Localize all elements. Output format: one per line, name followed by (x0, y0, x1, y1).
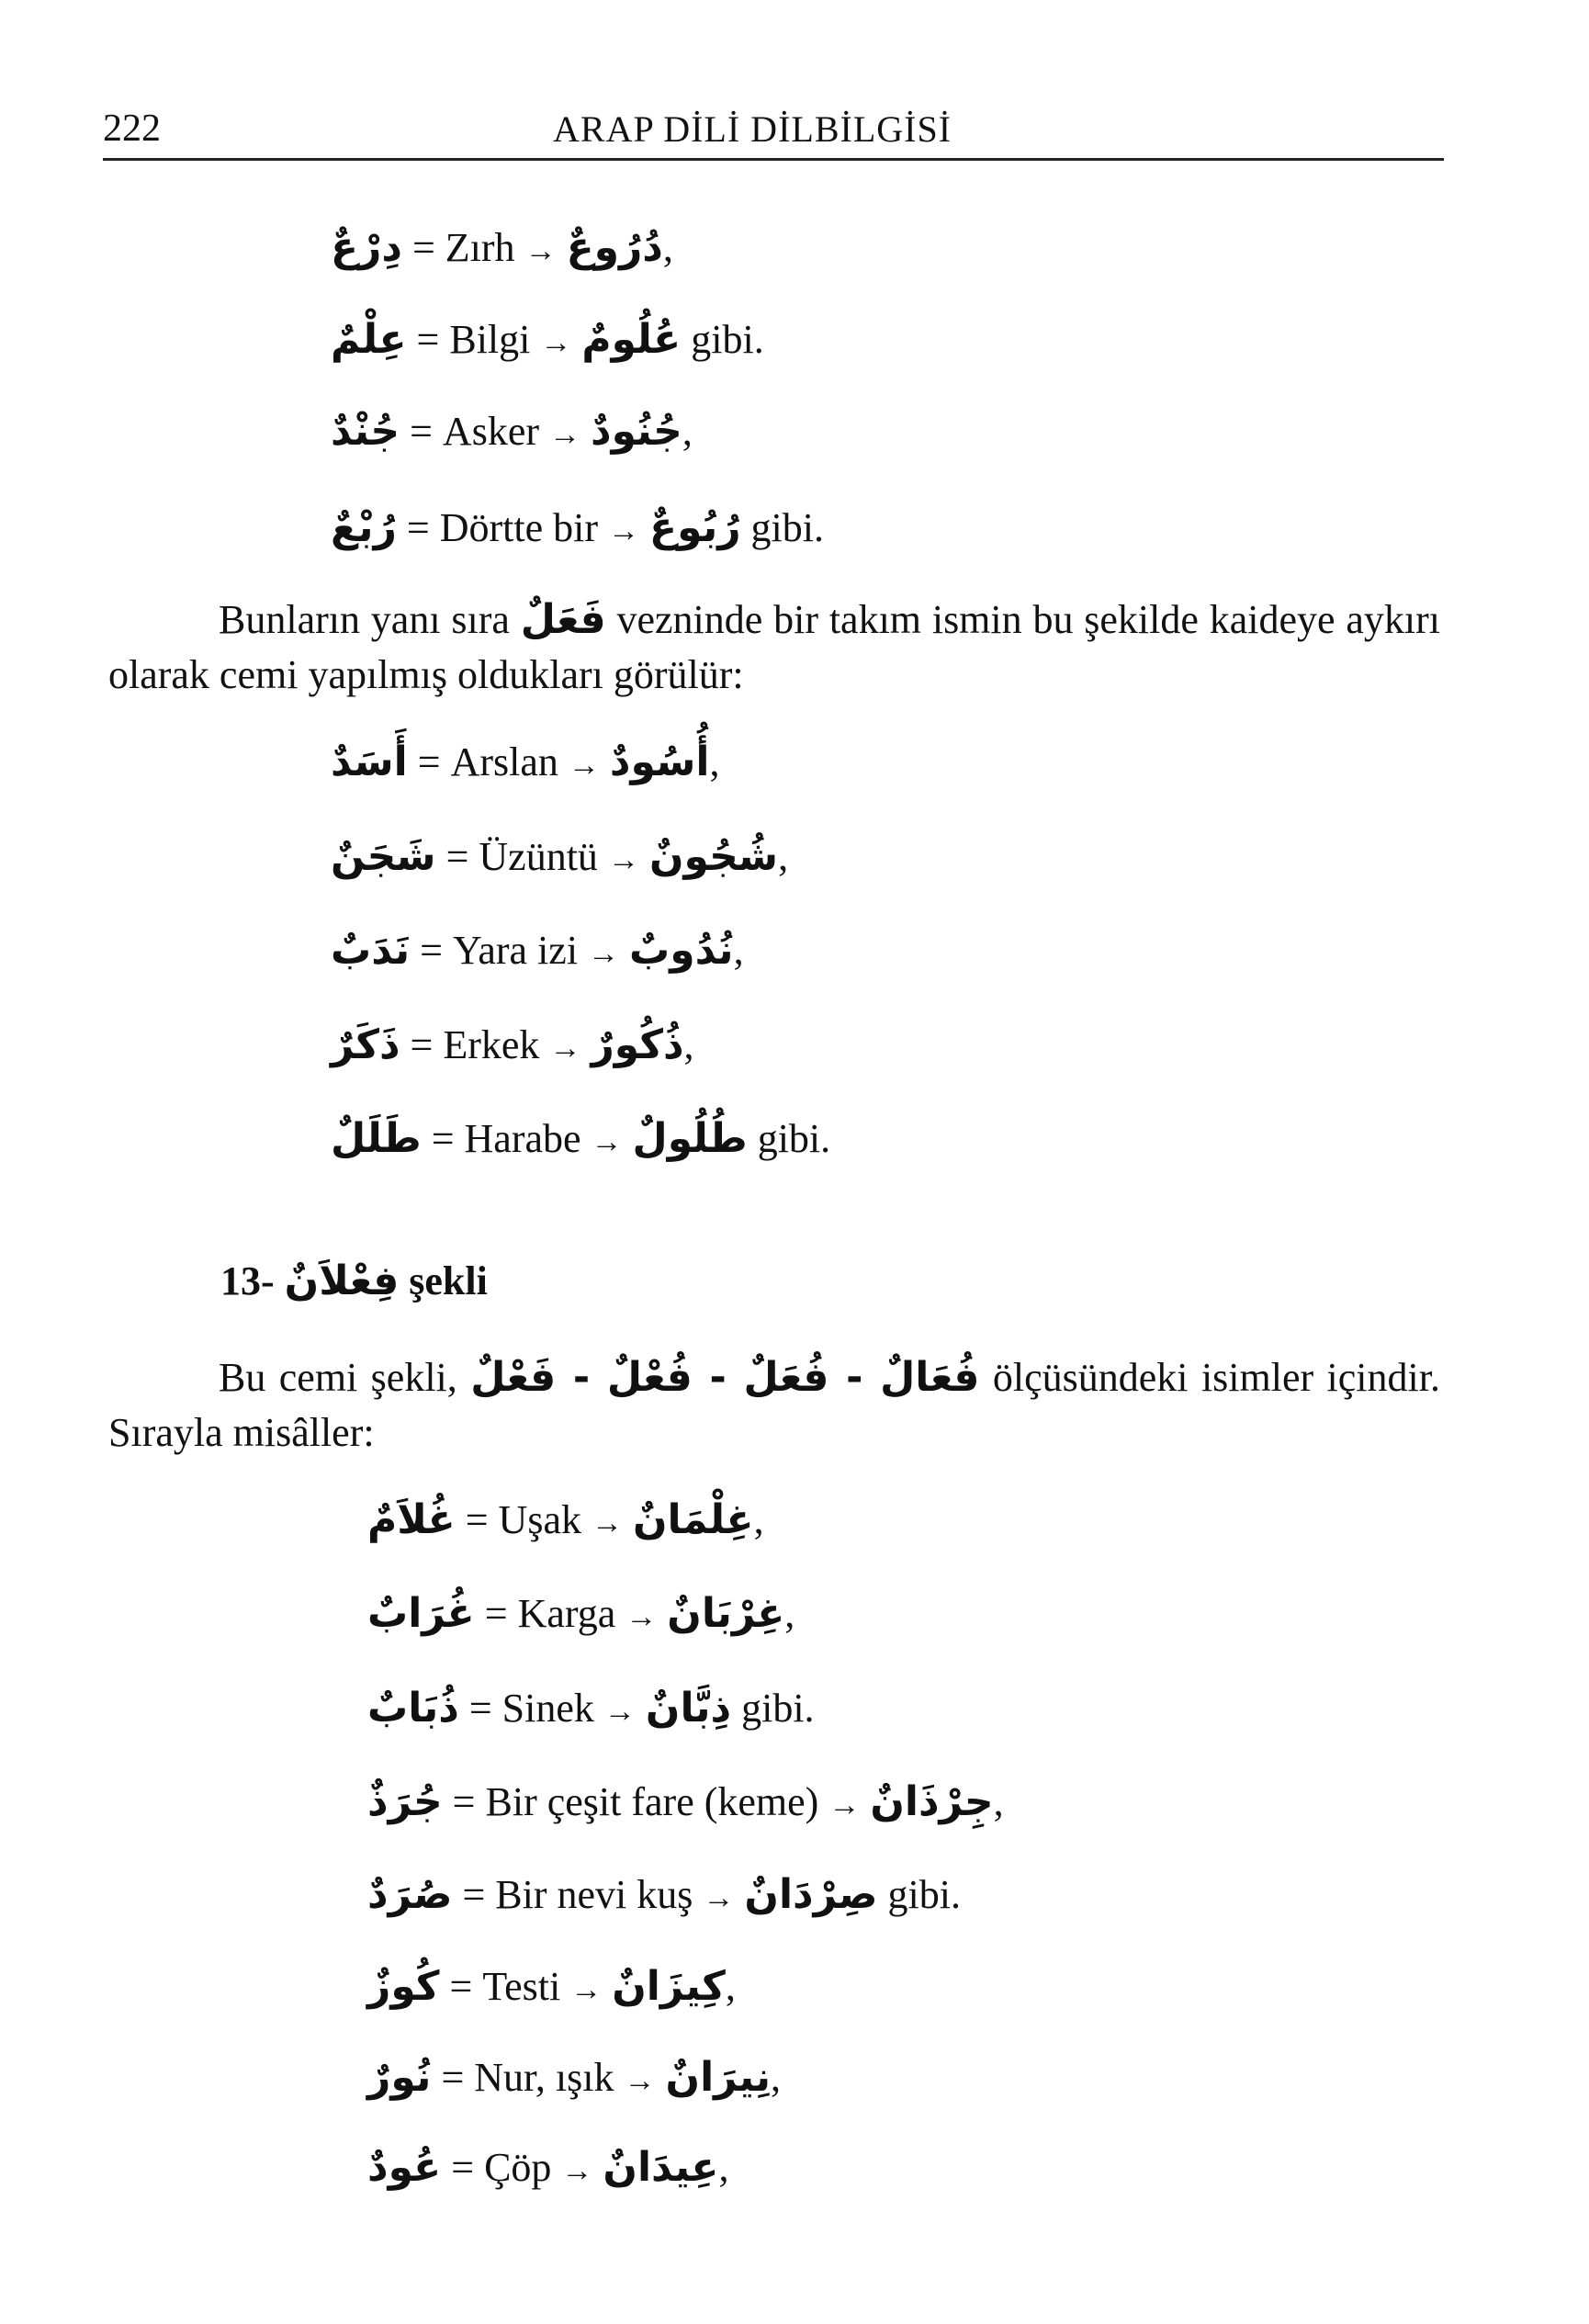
plural-arabic: عِيدَانٌ (603, 2144, 719, 2191)
example-line (367, 1959, 736, 2018)
example-line (331, 220, 673, 279)
translation: Dörtte bir (439, 505, 599, 550)
translation: Harabe (464, 1116, 581, 1161)
singular-arabic: دِرْعٌ (331, 224, 402, 271)
plural-arabic: شُجُونٌ (648, 833, 779, 880)
paragraph-text: ölçüsündeki isimler içindir. Sırayla misâller: (108, 1355, 1440, 1455)
paragraph-text: Bunların yanı sıra (219, 597, 521, 642)
example-line (331, 735, 719, 794)
singular-arabic: شَجَنٌ (331, 833, 436, 880)
example-line (367, 1867, 961, 1926)
translation: Sinek (501, 1686, 594, 1731)
line-ending: gibi. (877, 1872, 961, 1917)
translation: Bir nevi kuş (495, 1872, 693, 1917)
paragraph-text: Bu cemi şekli, (219, 1355, 471, 1400)
equals-sign: = (452, 1779, 476, 1824)
example-line (331, 501, 824, 559)
equals-sign: = (451, 2145, 475, 2190)
line-ending: gibi. (731, 1686, 815, 1731)
example-line (331, 829, 788, 888)
plural-arabic: جُنُودٌ (591, 408, 682, 455)
paragraph (108, 1350, 1440, 1461)
equals-sign: = (449, 1964, 473, 2009)
singular-arabic: رُبْعٌ (331, 504, 397, 551)
page-number: 222 (103, 107, 161, 150)
example-line (367, 1775, 1004, 1833)
equals-sign: = (406, 505, 430, 550)
translation: Uşak (498, 1497, 581, 1542)
example-line (331, 1018, 694, 1077)
equals-sign: = (465, 1497, 489, 1542)
equals-sign: = (417, 739, 441, 784)
plural-arabic: غِرْبَانٌ (667, 1590, 785, 1637)
translation: Karga (517, 1591, 616, 1636)
line-ending: , (993, 1779, 1004, 1824)
arrow-icon: → (568, 749, 600, 783)
singular-arabic: كُوزٌ (367, 1963, 440, 2010)
equals-sign: = (420, 928, 443, 973)
arrow-icon: → (570, 1973, 603, 2007)
translation: Üzüntü (479, 834, 598, 879)
translation: Yara izi (452, 928, 579, 973)
example-line (367, 1681, 815, 1740)
translation: Nur, ışık (474, 2055, 614, 2100)
plural-arabic: نُدُوبٌ (629, 927, 734, 974)
arrow-icon: → (561, 2154, 593, 2188)
equals-sign: = (431, 1116, 455, 1161)
plural-arabic: نِيرَانٌ (665, 2054, 772, 2101)
singular-arabic: نُورٌ (367, 2054, 432, 2101)
equals-sign: = (468, 1686, 492, 1731)
line-ending: gibi. (681, 317, 764, 362)
singular-arabic: صُرَدٌ (367, 1871, 453, 1918)
equals-sign: = (441, 2055, 465, 2100)
arrow-icon: → (591, 1125, 623, 1159)
plural-arabic: رُبُوعٌ (649, 504, 741, 551)
example-line (367, 2140, 729, 2199)
section-number: 13- (220, 1258, 275, 1303)
line-ending: , (733, 928, 744, 973)
paragraph (108, 592, 1440, 703)
example-line (331, 923, 744, 982)
translation: Çöp (484, 2145, 552, 2190)
arrow-icon: → (549, 418, 581, 452)
line-ending: , (778, 834, 789, 879)
arrow-icon: → (625, 1600, 658, 1634)
arrow-icon: → (624, 2064, 656, 2098)
line-ending: , (771, 2055, 782, 2100)
example-line (367, 1586, 794, 1645)
arrow-icon: → (607, 843, 639, 877)
equals-sign: = (410, 1022, 434, 1067)
translation: Arslan (450, 739, 558, 784)
plural-arabic: غِلْمَانٌ (632, 1496, 754, 1543)
arrow-icon: → (549, 1032, 581, 1066)
paragraph-text: vezninde bir takım ismin bu şekilde kaideye aykırı olarak cemi yapılmış oldukları görülür: (108, 597, 1440, 697)
equals-sign: = (416, 317, 440, 362)
arrow-icon: → (588, 937, 620, 971)
translation: Bilgi (449, 317, 531, 362)
line-ending: , (718, 2145, 729, 2190)
singular-arabic: عِلْمٌ (331, 316, 407, 363)
line-ending: gibi. (740, 505, 824, 550)
singular-arabic: غُلاَمٌ (367, 1496, 456, 1543)
plural-arabic: ذُكُورٌ (591, 1021, 684, 1068)
example-line (367, 1493, 764, 1551)
translation: Asker (442, 409, 540, 454)
equals-sign: = (410, 409, 433, 454)
singular-arabic: غُرَابٌ (367, 1590, 475, 1637)
plural-arabic: طُلُولٌ (632, 1115, 748, 1162)
singular-arabic: عُودٌ (367, 2144, 442, 2191)
translation: Erkek (443, 1022, 540, 1067)
singular-arabic: أَسَدٌ (331, 739, 408, 785)
singular-arabic: طَلَلٌ (331, 1115, 422, 1162)
line-ending: gibi. (747, 1116, 831, 1161)
arrow-icon: → (703, 1881, 735, 1915)
singular-arabic: جُرَذٌ (367, 1778, 443, 1825)
translation: Zırh (445, 225, 515, 270)
equals-sign: = (484, 1591, 508, 1636)
line-ending: , (682, 409, 693, 454)
running-title: ARAP DİLİ DİLBİLGİSİ (553, 108, 952, 150)
singular-arabic: ذَكَرٌ (331, 1021, 400, 1068)
arrow-icon: → (540, 326, 572, 360)
paragraph-arabic: فُعَالٌ - فُعَلٌ - فُعْلٌ - فَعْلٌ (470, 1354, 980, 1401)
example-line (331, 1111, 830, 1170)
arrow-icon: → (608, 514, 640, 548)
line-ending: , (784, 1591, 795, 1636)
equals-sign: = (411, 225, 435, 270)
arrow-icon: → (524, 234, 557, 268)
plural-arabic: دُرُوعٌ (566, 224, 663, 271)
line-ending: , (725, 1964, 736, 2009)
section-label: şekli (409, 1258, 488, 1303)
singular-arabic: نَدَبٌ (331, 927, 411, 974)
plural-arabic: عُلُومٌ (581, 316, 682, 363)
equals-sign: = (445, 834, 469, 879)
plural-arabic: صِرْدَانٌ (744, 1871, 878, 1918)
arrow-icon: → (591, 1506, 623, 1540)
example-line (331, 404, 693, 463)
arrow-icon: → (828, 1788, 861, 1822)
singular-arabic: ذُبَابٌ (367, 1685, 459, 1732)
plural-arabic: جِرْذَانٌ (870, 1778, 994, 1825)
singular-arabic: جُنْدٌ (331, 408, 400, 455)
equals-sign: = (462, 1872, 486, 1917)
section-arabic: فِعْلاَنٌ (284, 1258, 400, 1304)
translation: Bir çeşit fare (keme) (485, 1779, 819, 1824)
plural-arabic: أُسُودٌ (609, 739, 710, 785)
section-heading (220, 1254, 488, 1309)
translation: Testi (482, 1964, 561, 2009)
page-header (103, 103, 1444, 161)
plural-arabic: ذِبَّانٌ (645, 1685, 732, 1732)
arrow-icon: → (603, 1695, 636, 1729)
paragraph-arabic: فَعَلٌ (520, 596, 606, 643)
example-line (331, 312, 764, 371)
line-ending: , (709, 739, 720, 784)
line-ending: , (662, 225, 673, 270)
line-ending: , (683, 1022, 694, 1067)
example-line (367, 2050, 781, 2109)
plural-arabic: كِيزَانٌ (612, 1963, 726, 2010)
line-ending: , (753, 1497, 764, 1542)
